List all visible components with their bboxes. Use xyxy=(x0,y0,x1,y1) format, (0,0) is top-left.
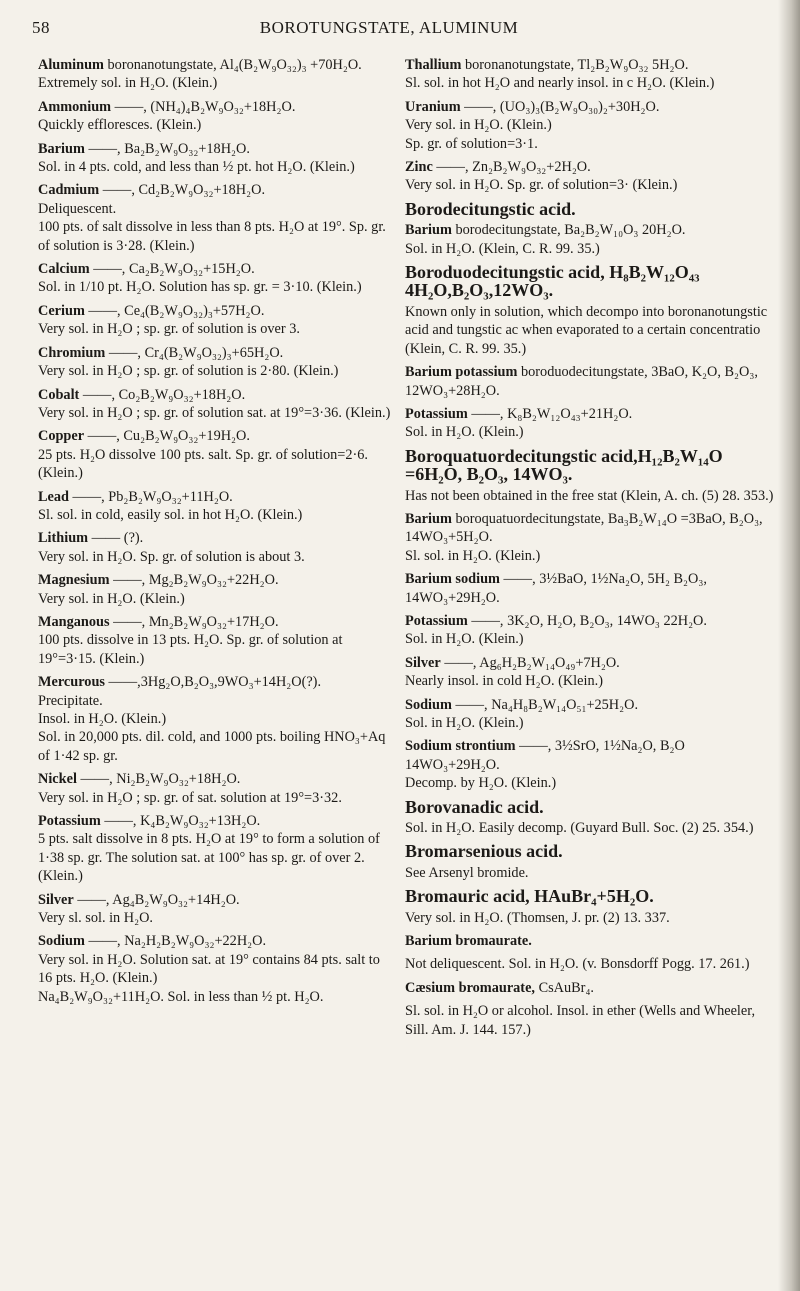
entry-name: Thallium xyxy=(405,57,462,73)
entry-formula: borodecitungstate, Ba₂B₂W₁₀O₃ 20H₂O. xyxy=(451,222,686,239)
entry xyxy=(405,510,777,565)
entry-title-line xyxy=(38,140,394,158)
entry-name: Barium potassium xyxy=(405,364,518,381)
entry-text: Deliquescent. xyxy=(38,200,117,217)
entry-text: 100 pts. of salt dissolve in less than 8 pts. H₂O at 19°. Sp. gr. of solution is 3·28. (Klein.) xyxy=(38,219,386,254)
entry-formula: ——, Ba₂B₂W₉O₃₂+18H₂O. xyxy=(84,140,250,157)
entry-text: 25 pts. H₂O dissolve 100 pts. salt. Sp. gr. of solution=2·6. (Klein.) xyxy=(38,446,368,482)
entry-formula: CsAuBr₄. xyxy=(535,979,595,996)
entry-formula: boronanotungstate, Al₄(B₂W₉O₃₂)₃ +70H₂O. xyxy=(103,57,362,73)
entry-name: Potassium xyxy=(38,813,101,830)
entry xyxy=(405,864,777,882)
entry xyxy=(405,932,777,950)
entry-text: 5 pts. salt dissolve in 8 pts. H₂O at 19° to form a solution of 1·38 sp. gr. The solution sat. at 100° has sp. gr. of over 2. (Klein.) xyxy=(38,831,380,885)
entry-formula: ——, Ag₆H₂B₂W₁₄O₄₉+7H₂O. xyxy=(440,654,620,671)
entry-text: Sl. sol. in cold, easily sol. in hot H₂O. (Klein.) xyxy=(38,506,303,523)
entry-title-line xyxy=(405,696,777,714)
entry xyxy=(405,612,777,649)
entry xyxy=(38,812,394,886)
entry-formula: ——, 3K₂O, H₂O, B₂O₃, 14WO₃ 22H₂O. xyxy=(467,612,707,629)
entry-title-line xyxy=(38,673,394,691)
entry-name: Nickel xyxy=(38,771,77,788)
entry xyxy=(38,613,394,668)
entry-text: Decomp. by H₂O. (Klein.) xyxy=(405,775,557,792)
entry xyxy=(38,427,394,482)
entry-title-line xyxy=(405,221,777,239)
entry-formula: ——, Zn₂B₂W₉O₃₂+2H₂O. xyxy=(432,159,591,176)
entry-text: Very sol. in H₂O. (Klein.) xyxy=(38,590,185,607)
entry-formula: boronanotungstate, Tl₂B₂W₉O₃₂ 5H₂O. xyxy=(461,57,689,73)
entry-text: Na₄B₂W₉O₃₂+11H₂O. Sol. in less than ½ pt. H₂O. xyxy=(38,988,324,1005)
entry-text: Very sol. in H₂O ; sp. gr. of solution is over 3. xyxy=(38,321,300,338)
entry-formula: ——, Cr₄(B₂W₉O₃₂)₃+65H₂O. xyxy=(105,344,284,361)
entry xyxy=(38,260,394,297)
entry-formula: ——, (NH₄)₄B₂W₉O₃₂+18H₂O. xyxy=(111,98,296,115)
entry-formula: ——, Mn₂B₂W₉O₃₂+17H₂O. xyxy=(109,613,279,630)
entry xyxy=(405,221,777,258)
entry-formula: ——, K₄B₂W₉O₃₂+13H₂O. xyxy=(100,813,261,830)
entry-text: Not deliquescent. Sol. in H₂O. (v. Bonsdorff Pogg. 17. 261.) xyxy=(405,956,750,973)
entry-name: Aluminum xyxy=(38,57,104,73)
entry-name: Barium bromaurate. xyxy=(405,933,532,950)
running-title: BOROTUNGSTATE, ALUMINUM xyxy=(259,18,519,37)
entry-text: Has not been obtained in the free stat (Klein, A. ch. (5) 28. 353.) xyxy=(405,487,774,504)
entry-name: Magnesium xyxy=(38,572,110,589)
entry-formula: ——, Mg₂B₂W₉O₃₂+22H₂O. xyxy=(109,572,279,589)
entry-text: Very sol. in H₂O. Sp. gr. of solution is about 3. xyxy=(38,548,305,565)
entry-text: Sp. gr. of solution=3·1. xyxy=(405,135,538,152)
entry-formula: ——, Cd₂B₂W₉O₃₂+18H₂O. xyxy=(99,182,266,199)
entry-name: Barium sodium xyxy=(405,571,500,588)
entry xyxy=(405,303,777,358)
entry-title-line xyxy=(38,488,394,506)
entry-formula: ——, Pb₂B₂W₉O₃₂+11H₂O. xyxy=(68,488,233,505)
entry-title-line xyxy=(38,344,394,362)
entry xyxy=(405,909,777,927)
entry xyxy=(38,891,394,928)
entry-title-line xyxy=(405,56,777,74)
entry-formula: ——, Cu₂B₂W₉O₃₂+19H₂O. xyxy=(84,428,250,445)
entry-name: Sodium xyxy=(38,933,85,950)
entry-name: Manganous xyxy=(38,613,110,630)
entry-text: Insol. in H₂O. (Klein.) xyxy=(38,711,167,727)
entry-title-line xyxy=(405,979,777,997)
entry-text: Sol. in H₂O. (Klein, C. R. 99. 35.) xyxy=(405,240,600,257)
entry-name: Cobalt xyxy=(38,386,80,403)
entry xyxy=(405,487,777,505)
entry-name: Chromium xyxy=(38,344,106,361)
entry xyxy=(405,696,777,733)
entry xyxy=(405,158,777,195)
entry-name: Barium xyxy=(405,510,452,527)
entry-title-line xyxy=(38,427,394,445)
entry-formula: boroquatuordecitungstate, Ba₃B₂W₁₄O =3BaO, B₂O₃, 14WO₃+5H₂O. xyxy=(405,510,763,546)
entry-name: Mercurous xyxy=(38,674,105,691)
entry-name: Uranium xyxy=(405,98,461,115)
entry-name: Copper xyxy=(38,428,85,445)
entry xyxy=(38,529,394,566)
entry-formula: ——, 3½BaO, 1½Na₂O, 5H₂ B₂O₃, 14WO₃+29H₂O. xyxy=(405,571,707,606)
entry xyxy=(405,56,777,93)
entry-title-line xyxy=(405,932,777,950)
entry-text: Extremely sol. in H₂O. (Klein.) xyxy=(38,75,218,92)
entry-text: Very sol. in H₂O ; sp. gr. of solution is 2·80. (Klein.) xyxy=(38,363,339,380)
entry-title-line xyxy=(38,613,394,631)
entry-text: Sol. in H₂O. (Klein.) xyxy=(405,715,524,731)
entry-formula: ——, Ce₄(B₂W₉O₃₂)₃+57H₂O. xyxy=(84,302,265,319)
entry-title-line xyxy=(38,932,394,950)
entry xyxy=(38,673,394,765)
entry xyxy=(405,955,777,973)
entry-text: Very sol. in H₂O ; sp. gr. of solution sat. at 19°=3·36. (Klein.) xyxy=(38,404,391,421)
entry-title-line xyxy=(405,737,777,774)
entry xyxy=(38,770,394,807)
entry-title-line xyxy=(38,529,394,547)
entry-text: 100 pts. dissolve in 13 pts. H₂O. Sp. gr. of solution at 19°=3·15. (Klein.) xyxy=(38,632,343,667)
entry-text: Sol. in H₂O. (Klein.) xyxy=(405,424,524,441)
entry xyxy=(38,571,394,608)
entry-name: Sodium xyxy=(405,696,452,713)
section-heading: Borodecitungstic acid. xyxy=(405,198,576,219)
entry-text: Sol. in 4 pts. cold, and less than ½ pt. hot H₂O. (Klein.) xyxy=(38,159,355,176)
section-heading: Bromarsenious acid. xyxy=(405,841,563,862)
entry xyxy=(38,140,394,177)
entry xyxy=(405,1002,777,1039)
entry-formula: ——, Na₄H₈B₂W₁₄O₅₁+25H₂O. xyxy=(451,696,639,713)
section-heading: Borovanadic acid. xyxy=(405,796,544,817)
entry-text: Sl. sol. in H₂O or alcohol. Insol. in ether (Wells and Wheeler, Sill. Am. J. 144. 157.) xyxy=(405,1003,756,1038)
entry-text: Quickly effloresces. (Klein.) xyxy=(38,117,202,134)
entry-title-line xyxy=(38,181,394,199)
entry-name: Potassium xyxy=(405,612,468,629)
entry-name: Sodium strontium xyxy=(405,738,516,755)
entry xyxy=(38,181,394,255)
entry-text: Sol. in H₂O. Easily decomp. (Guyard Bull. Soc. (2) 25. 354.) xyxy=(405,820,754,837)
entry-title-line xyxy=(405,510,777,547)
entry-title-line xyxy=(405,612,777,630)
entry-text: Very sol. in H₂O. (Klein.) xyxy=(405,117,552,134)
entry-formula: ——,3Hg₂O,B₂O₃,9WO₃+14H₂O(?). xyxy=(104,674,322,691)
entry-text: Very sol. in H₂O ; sp. gr. of sat. solution at 19°=3·32. xyxy=(38,789,342,806)
entry-text: Sl. sol. in H₂O. (Klein.) xyxy=(405,547,541,564)
entry-title-line xyxy=(38,812,394,830)
entry-text: Very sol. in H₂O. (Thomsen, J. pr. (2) 13. 337. xyxy=(405,909,670,926)
entry-title-line xyxy=(38,891,394,909)
entry-formula: boroduodecitungstate, 3BaO, K₂O, B₂O₃, 12WO₃+28H₂O. xyxy=(405,364,758,399)
entry xyxy=(38,386,394,423)
entry xyxy=(405,819,777,837)
entry xyxy=(405,405,777,442)
entry-formula: ——, Na₂H₂B₂W₉O₃₂+22H₂O. xyxy=(84,933,267,950)
entry-title-line xyxy=(405,363,777,400)
entry-title-line xyxy=(405,654,777,672)
entry-name: Potassium xyxy=(405,405,468,422)
entry-text: Precipitate. xyxy=(38,692,103,709)
entry-text: Nearly insol. in cold H₂O. (Klein.) xyxy=(405,673,603,690)
section-heading: Boroquatuordecitungstic acid,H₁₂B₂W₁₄O =6H₂O, B₂O₃, 14WO₃. xyxy=(405,445,723,485)
entry-name: Barium xyxy=(405,222,452,239)
section-heading: Boroduodecitungstic acid, H₈B₂W₁₂O₄₃ 4H₂O,B₂O₃,12WO₃. xyxy=(405,262,700,301)
entry-title-line xyxy=(38,98,394,116)
entry xyxy=(405,654,777,691)
entry-text: Sol. in H₂O. (Klein.) xyxy=(405,631,524,648)
entry-name: Calcium xyxy=(38,261,90,278)
entry-name: Lithium xyxy=(38,530,89,547)
entry-text: Very sol. in H₂O. Sp. gr. of solution=3· (Klein.) xyxy=(405,177,678,194)
entry xyxy=(38,932,394,1006)
entry-name: Lead xyxy=(38,488,69,505)
entry xyxy=(38,56,394,93)
entry xyxy=(38,98,394,135)
entry-formula: ——, Ag₄B₂W₉O₃₂+14H₂O. xyxy=(73,891,240,908)
entry-title-line xyxy=(38,56,394,74)
entry-text: Sl. sol. in hot H₂O and nearly insol. in c H₂O. (Klein.) xyxy=(405,75,715,92)
entry-title-line xyxy=(405,158,777,176)
entry-name: Ammonium xyxy=(38,98,112,115)
page-number: 58 xyxy=(32,18,50,37)
entry-title-line xyxy=(405,570,777,607)
entry xyxy=(405,98,777,153)
entry-formula: ——, K₈B₂W₁₂O₄₃+21H₂O. xyxy=(467,405,633,422)
entry-title-line xyxy=(38,302,394,320)
section-heading: Bromauric acid, HAuBr₄+5H₂O. xyxy=(405,886,654,907)
entry-formula: ——, 3½SrO, 1½Na₂O, B₂O 14WO₃+29H₂O. xyxy=(405,738,685,773)
entry-formula: —— (?). xyxy=(88,530,144,547)
entry xyxy=(38,344,394,381)
entry-name: Cadmium xyxy=(38,182,100,199)
entry xyxy=(38,488,394,525)
entry xyxy=(405,570,777,607)
entry-name: Zinc xyxy=(405,159,433,176)
entry-title-line xyxy=(38,770,394,788)
entry-text: Very sol. in H₂O. Solution sat. at 19° contains 84 pts. salt to 16 pts. H₂O. (Klein.) xyxy=(38,951,380,987)
entry xyxy=(405,737,777,792)
page-header xyxy=(24,14,754,42)
right-column xyxy=(405,56,777,1044)
entry-name: Silver xyxy=(405,654,441,671)
left-column xyxy=(38,56,394,1011)
entry-text: See Arsenyl bromide. xyxy=(405,864,529,881)
entry-name: Barium xyxy=(38,140,85,157)
entry-formula: ——, Ni₂B₂W₉O₃₂+18H₂O. xyxy=(76,771,241,788)
entry-title-line xyxy=(405,98,777,116)
entry-title-line xyxy=(38,260,394,278)
entry-text: Sol. in 20,000 pts. dil. cold, and 1000 pts. boiling HNO₃+Aq of 1·42 sp. gr. xyxy=(38,729,386,764)
entry-formula: ——, Ca₂B₂W₉O₃₂+15H₂O. xyxy=(89,261,255,278)
entry xyxy=(405,363,777,400)
entry-name: Silver xyxy=(38,891,74,908)
entry-name: Cerium xyxy=(38,302,85,319)
entry-formula: ——, Co₂B₂W₉O₃₂+18H₂O. xyxy=(79,386,246,403)
entry xyxy=(38,302,394,339)
entry-title-line xyxy=(405,405,777,423)
entry-text: Very sl. sol. in H₂O. xyxy=(38,910,153,927)
entry-text: Known only in solution, which decompo into boronanotungstic acid and tungstic ac when evaporated to a certain concentratio (Klein, C. R. 99. 35.) xyxy=(405,303,768,357)
entry xyxy=(405,979,777,997)
entry-text: Sol. in 1/10 pt. H₂O. Solution has sp. gr. = 3·10. (Klein.) xyxy=(38,279,362,296)
entry-formula: ——, (UO₃)₃(B₂W₉O₃₀)₂+30H₂O. xyxy=(460,98,660,115)
entry-name: Cæsium bromaurate, xyxy=(405,979,535,996)
entry-title-line xyxy=(38,571,394,589)
entry-title-line xyxy=(38,386,394,404)
page-edge-shadow xyxy=(778,0,800,1291)
